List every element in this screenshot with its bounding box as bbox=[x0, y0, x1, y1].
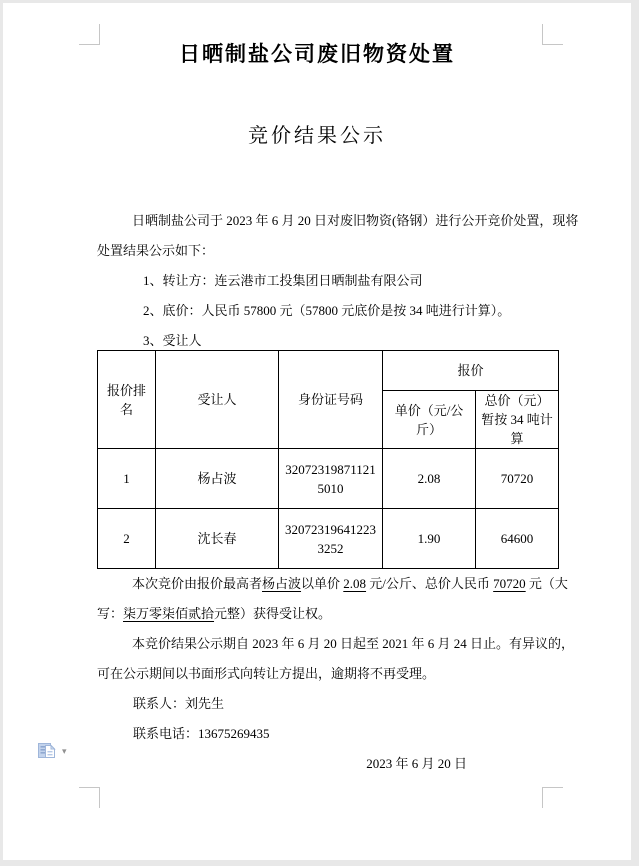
result-paragraph bbox=[97, 569, 579, 629]
result-total-price: 70720 bbox=[493, 576, 526, 591]
contact-phone-line: 联系电话：13675269435 bbox=[133, 726, 270, 741]
col-header-unit-price: 单价（元/公斤） bbox=[383, 391, 476, 449]
cell-name: 杨占波 bbox=[156, 449, 279, 509]
intro-paragraph: 日晒制盐公司于 2023 年 6 月 20 日对废旧物资(铬钢）进行公开竞价处置，现将处置结果公示如下： bbox=[97, 213, 579, 258]
cell-name: 沈长春 bbox=[156, 509, 279, 569]
table-row bbox=[98, 509, 559, 569]
document-page bbox=[3, 3, 631, 860]
col-header-transferee: 受让人 bbox=[156, 351, 279, 449]
result-segment: 元/公斤、总价人民币 bbox=[366, 576, 494, 591]
cell-id-number: 320723198711215010 bbox=[279, 449, 383, 509]
contact-person-line: 联系人：刘先生 bbox=[133, 696, 225, 711]
margin-crop-mark-bottom-left bbox=[79, 787, 100, 808]
cell-unit-price: 1.90 bbox=[383, 509, 476, 569]
table-row bbox=[98, 449, 559, 509]
result-segment: 以单价 bbox=[301, 576, 344, 591]
paste-options-widget[interactable] bbox=[37, 741, 67, 761]
paste-options-icon[interactable] bbox=[37, 741, 57, 761]
cell-total-price: 70720 bbox=[476, 449, 559, 509]
signature-date: 2023 年 6 月 20 日 bbox=[366, 756, 467, 771]
cell-rank: 1 bbox=[98, 449, 156, 509]
document-subtitle: 竞价结果公示 bbox=[248, 125, 386, 147]
cell-id-number: 320723196412233252 bbox=[279, 509, 383, 569]
col-header-quote-group: 报价 bbox=[383, 351, 559, 391]
result-segment: 本次竞价由报价最高者 bbox=[132, 576, 263, 591]
cell-rank: 2 bbox=[98, 509, 156, 569]
result-unit-price: 2.08 bbox=[343, 576, 367, 591]
col-header-id-number: 身份证号码 bbox=[279, 351, 383, 449]
notice-paragraph: 本竞价结果公示期自 2023 年 6 月 20 日起至 2021 年 6 月 24 日止。有异议的，可在公示期间以书面形式向转让方提出，逾期将不再受理。 bbox=[97, 636, 575, 681]
result-segment: 元（大写： bbox=[97, 576, 568, 621]
body-upper-section bbox=[97, 206, 579, 356]
paste-options-dropdown-arrow[interactable]: ▾ bbox=[62, 747, 67, 757]
list-item-base-price: 2、底价：人民币 57800 元（57800 元底价是按 34 吨进行计算）。 bbox=[143, 303, 511, 318]
document-title: 日晒制盐公司废旧物资处置 bbox=[179, 42, 455, 66]
col-header-total-price: 总价（元）暂按 34 吨计算 bbox=[476, 391, 559, 449]
result-winner-name: 杨占波 bbox=[262, 576, 302, 591]
body-lower-section bbox=[97, 569, 579, 779]
bid-results-table bbox=[97, 350, 559, 569]
cell-total-price: 64600 bbox=[476, 509, 559, 569]
result-segment: 元整）获得受让权。 bbox=[214, 606, 332, 621]
result-amount-words: 柒万零柒佰贰拾 bbox=[123, 606, 215, 621]
list-item-transferor: 1、转让方：连云港市工投集团日晒制盐有限公司 bbox=[143, 273, 423, 288]
margin-crop-mark-bottom-right bbox=[542, 787, 563, 808]
cell-unit-price: 2.08 bbox=[383, 449, 476, 509]
col-header-rank: 报价排名 bbox=[98, 351, 156, 449]
list-item-transferee: 3、受让人 bbox=[143, 333, 202, 348]
